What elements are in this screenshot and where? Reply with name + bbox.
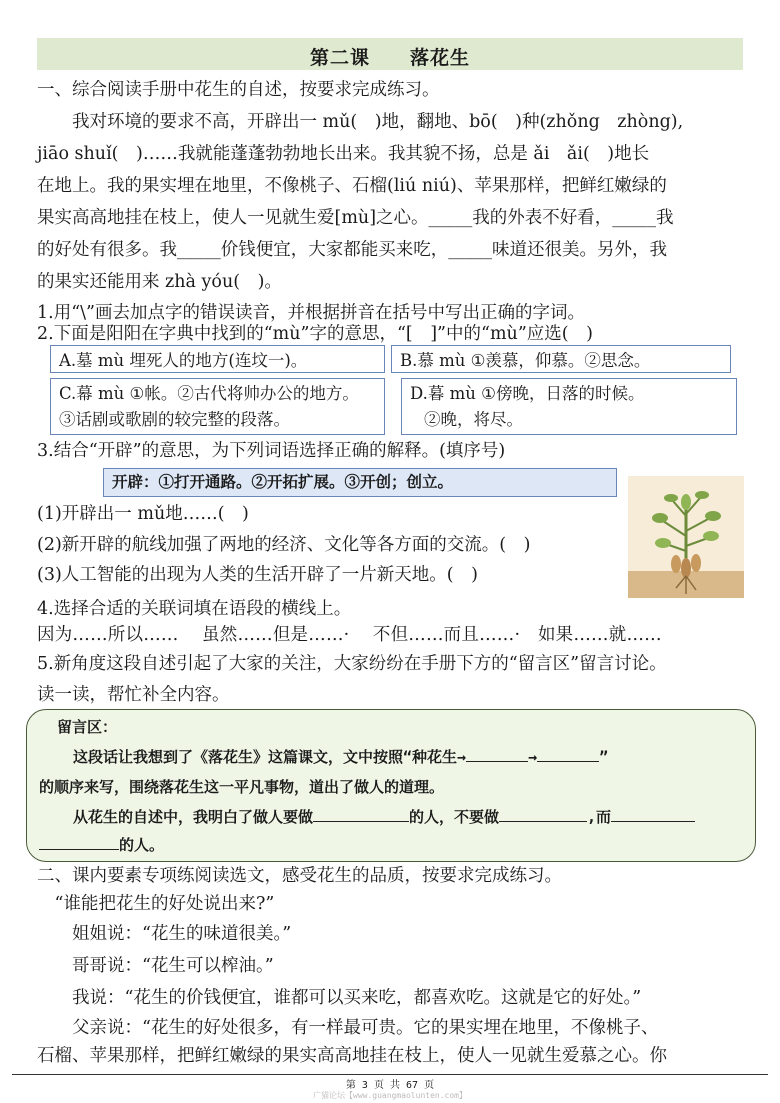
message-line: 的顺序来写，围绕落花生这一平凡事物，道出了做人的道理。 <box>39 778 445 796</box>
section2-heading: 二、课内要素专项练阅读选文，感受花生的品质，按要求完成练习。 <box>37 866 562 886</box>
message-line <box>73 806 695 827</box>
option-c-text: C.幕 mù ①帐。②古代将帅办公的地方。 <box>59 384 359 403</box>
page-title: 第二课 落花生 <box>309 47 470 69</box>
peanut-plant-illustration <box>628 476 744 598</box>
q3-item: (2)新开辟的航线加强了两地的经济、文化等各方面的交流。( ) <box>37 535 531 555</box>
answer-blank[interactable] <box>466 761 528 762</box>
question-4: 4.选择合适的关联词填在语段的横线上。 <box>37 599 352 619</box>
answer-blank[interactable] <box>537 761 599 762</box>
option-c-text: ③话剧或歌剧的较完整的段落。 <box>59 410 290 429</box>
page-number: 第 3 页 共 67 页 <box>345 1080 435 1091</box>
message-line <box>39 834 164 855</box>
message-line <box>73 746 608 767</box>
footer-rule <box>12 1074 768 1075</box>
answer-blank[interactable] <box>39 849 119 850</box>
conjunction-options: 因为……所以…… 虽然……但是……· 不但……而且……· 如果……就…… <box>37 625 662 645</box>
answer-blank[interactable] <box>499 821 587 822</box>
message-text: 的人。 <box>119 836 165 854</box>
question-3: 3.结合“开辟”的意思，为下列词语选择正确的解释。(填序号) <box>37 441 506 461</box>
passage-line: 我说：“花生的价钱便宜，谁都可以买来吃，都喜欢吃。这就是它的好处。” <box>37 988 642 1008</box>
message-area-box <box>26 709 756 862</box>
passage-line: 果实高高地挂在枝上，使人一见就生爱[mù]之心。_____我的外表不好看，_____我 <box>37 208 674 228</box>
passage-line: 哥哥说：“花生可以榨油。” <box>37 956 274 976</box>
answer-blank[interactable] <box>313 821 409 822</box>
question-5: 5.新角度这段自述引起了大家的关注，大家纷纷在手册下方的“留言区”留言讨论。 <box>37 654 667 674</box>
watermark: 广猫论坛【www.guangmaolunten.com】 <box>313 1091 467 1100</box>
option-b <box>391 345 731 373</box>
passage-line: “谁能把花生的好处说出来?” <box>37 894 275 914</box>
option-b-text: B.慕 mù ①羡慕，仰慕。②思念。 <box>400 351 651 370</box>
message-text: 这段话让我想到了《落花生》这篇课文，文中按照“种花生→ <box>73 748 467 766</box>
passage-line: 我对环境的要求不高，开辟出一 mǔ( )地，翻地、bō( )种(zhǒng zhòng), <box>37 112 684 132</box>
passage-line: 的果实还能用来 zhà yóu( )。 <box>37 272 282 292</box>
question-2: 2.下面是阳阳在字典中找到的“mù”字的意思，“[ ]”中的“mù”应选( ) <box>37 324 593 344</box>
option-c <box>50 378 385 435</box>
quote-text: ” <box>599 748 609 766</box>
q3-item: (3)人工智能的出现为人类的生活开辟了一片新天地。( ) <box>37 565 478 585</box>
option-d-text: ②晚，将尽。 <box>424 410 523 429</box>
passage-line: 在地上。我的果实埋在地里，不像桃子、石榴(liú niú)、苹果那样，把鲜红嫩绿的 <box>37 176 667 196</box>
message-text: 的人，不要做 <box>409 808 500 826</box>
message-area-label: 留言区： <box>57 718 118 736</box>
arrow-text: → <box>528 748 538 766</box>
message-text: 从花生的自述中，我明白了做人要做 <box>73 808 314 826</box>
option-d <box>401 378 737 435</box>
answer-blank[interactable] <box>611 821 695 822</box>
option-d-text: D.暮 mù ①傍晚，日落的时候。 <box>410 384 645 403</box>
passage-line: 父亲说：“花生的好处很多，有一样最可贵。它的果实埋在地里，不像桃子、 <box>37 1018 659 1038</box>
message-text: ,而 <box>587 808 612 826</box>
section1-heading: 一、综合阅读手册中花生的自述，按要求完成练习。 <box>37 80 440 100</box>
passage-line: 石榴、苹果那样，把鲜红嫩绿的果实高高地挂在枝上，使人一见就生爱慕之心。你 <box>37 1046 667 1066</box>
question-5: 读一读，帮忙补全内容。 <box>37 685 230 705</box>
passage-line: 姐姐说：“花生的味道很美。” <box>37 924 292 944</box>
option-a-text: A.墓 mù 埋死人的地方(连坟一)。 <box>59 351 308 370</box>
option-a <box>50 345 385 373</box>
passage-line: jiāo shuǐ( )……我就能蓬蓬勃勃地长出来。我其貌不扬，总是 ǎi ǎi( )地长 <box>37 144 650 164</box>
passage-line: 的好处有很多。我_____价钱便宜，大家都能买来吃，_____味道还很美。另外，我 <box>37 240 667 260</box>
q3-item: (1)开辟出一 mǔ地……( ) <box>37 504 249 524</box>
question-1: 1.用“\”画去加点字的错误读音，并根据拼音在括号中写出正确的字词。 <box>37 303 585 323</box>
definition-box: 开辟：①打开通路。②开拓扩展。③开创；创立。 <box>103 468 617 497</box>
